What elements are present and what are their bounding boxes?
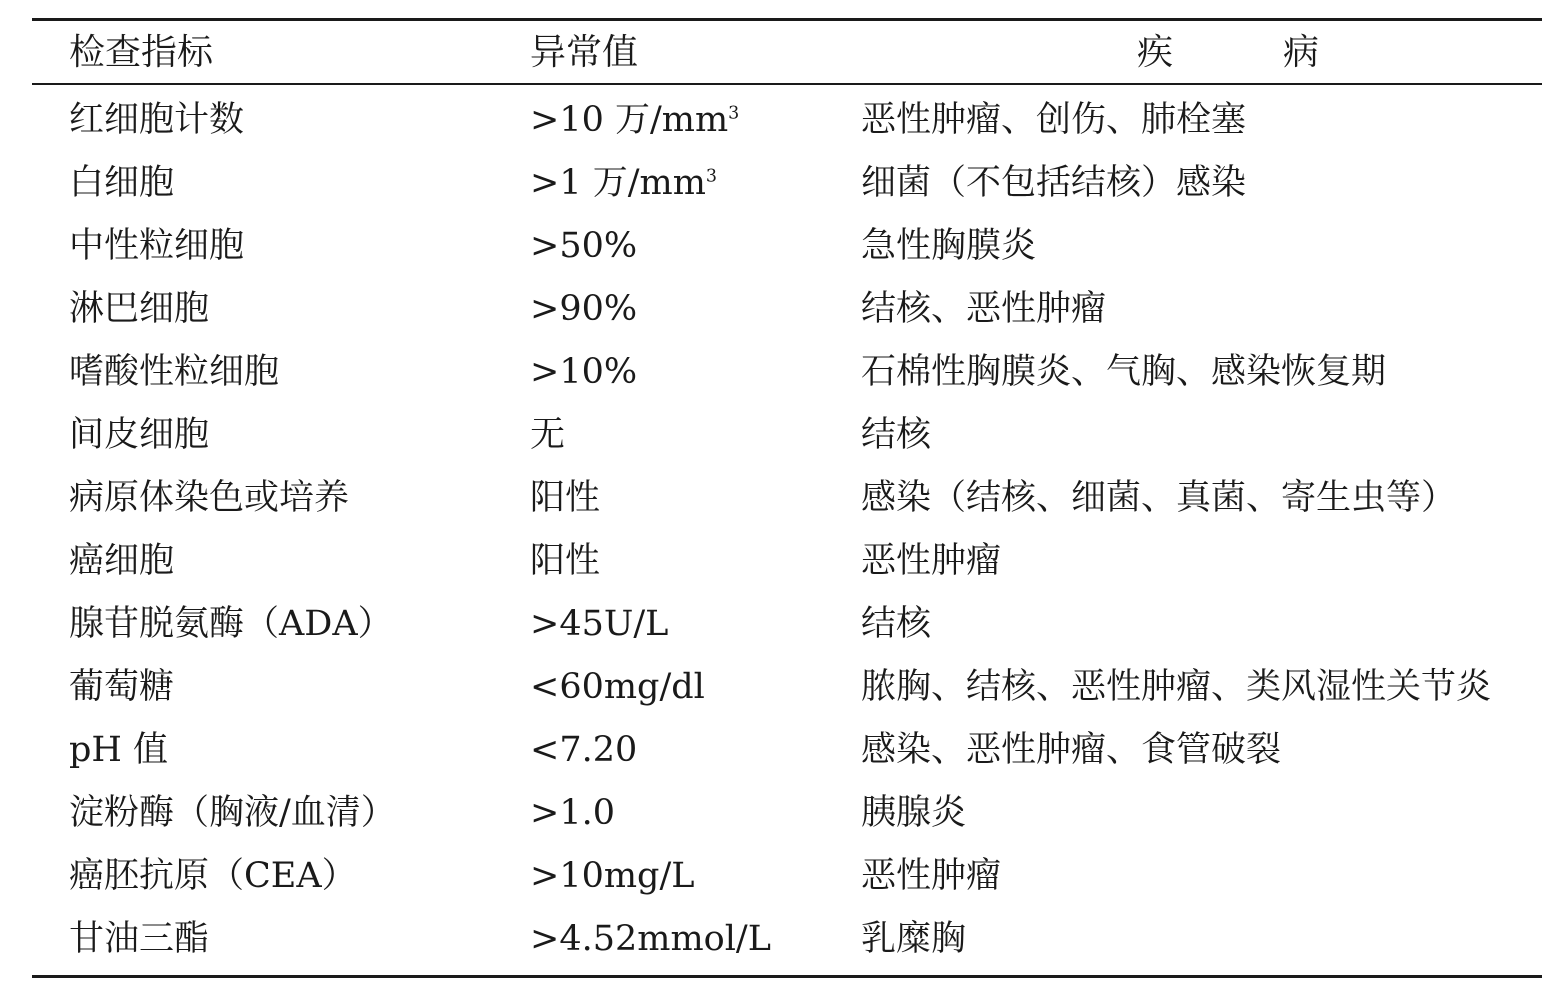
table-row <box>32 784 1542 847</box>
cell-disease: 胰腺炎 <box>861 793 967 833</box>
cell-abnormal-value <box>530 727 637 773</box>
cell-indicator: pH 值 <box>69 730 169 770</box>
cell-indicator: 白细胞 <box>69 163 175 203</box>
abnormal-value-text: >10% <box>530 352 638 392</box>
cell-indicator: 腺苷脱氨酶（ADA） <box>69 604 393 644</box>
abnormal-value-text: >10 万/mm <box>530 100 729 140</box>
table-header <box>32 21 1542 83</box>
cell-indicator: 癌胚抗原（CEA） <box>69 856 357 896</box>
cell-indicator: 葡萄糖 <box>69 667 175 707</box>
abnormal-value-text: >1 万/mm <box>530 163 706 203</box>
cell-indicator: 淀粉酶（胸液/血清） <box>69 793 396 833</box>
cell-abnormal-value <box>530 349 637 395</box>
table-row <box>32 280 1542 343</box>
cell-disease: 急性胸膜炎 <box>861 226 1037 266</box>
cell-indicator: 间皮细胞 <box>69 415 210 455</box>
cell-abnormal-value <box>530 223 637 269</box>
table-row <box>32 343 1542 406</box>
cell-abnormal-value <box>530 601 668 647</box>
cell-disease: 乳糜胸 <box>861 919 967 959</box>
cell-disease: 细菌（不包括结核）感染 <box>861 163 1247 203</box>
table-row <box>32 469 1542 532</box>
cell-disease: 感染、恶性肿瘤、食管破裂 <box>861 730 1282 770</box>
table-row <box>32 847 1542 910</box>
table-row <box>32 532 1542 595</box>
cell-indicator: 淋巴细胞 <box>69 289 210 329</box>
cell-disease: 感染（结核、细菌、真菌、寄生虫等） <box>861 478 1457 518</box>
cell-abnormal-value <box>530 790 615 836</box>
cell-disease: 恶性肿瘤 <box>861 856 1002 896</box>
abnormal-value-exponent: 3 <box>705 166 718 187</box>
cell-indicator: 红细胞计数 <box>69 100 245 140</box>
abnormal-value-text: <60mg/dl <box>530 667 705 707</box>
abnormal-value-text: >50% <box>530 226 638 266</box>
cell-disease: 结核 <box>861 604 932 644</box>
cell-indicator: 中性粒细胞 <box>69 226 245 266</box>
cell-disease: 恶性肿瘤、创伤、肺栓塞 <box>861 100 1247 140</box>
abnormal-value-text: <7.20 <box>530 730 638 770</box>
table-row <box>32 595 1542 658</box>
cell-disease: 结核、恶性肿瘤 <box>861 289 1107 329</box>
cell-abnormal-value <box>530 475 600 521</box>
abnormal-value-text: >45U/L <box>530 604 669 644</box>
cell-abnormal-value <box>530 97 739 143</box>
abnormal-value-text: 无 <box>530 415 566 455</box>
table-body <box>32 85 1542 975</box>
table-row <box>32 910 1542 973</box>
cell-abnormal-value <box>530 160 717 206</box>
table-row <box>32 721 1542 784</box>
cell-abnormal-value <box>530 538 600 584</box>
cell-disease: 恶性肿瘤 <box>861 541 1002 581</box>
cell-abnormal-value <box>530 412 565 458</box>
header-disease: 疾病 <box>1137 32 1430 73</box>
abnormal-value-text: >4.52mmol/L <box>530 919 771 959</box>
abnormal-value-exponent: 3 <box>728 103 740 124</box>
cell-indicator: 甘油三酯 <box>69 919 210 959</box>
table-bottom-rule <box>32 975 1542 978</box>
abnormal-value-text: >10mg/L <box>530 856 695 896</box>
cell-indicator: 癌细胞 <box>69 541 175 581</box>
cell-abnormal-value <box>530 286 637 332</box>
cell-abnormal-value <box>530 664 705 710</box>
table-row <box>32 91 1542 154</box>
cell-disease: 脓胸、结核、恶性肿瘤、类风湿性关节炎 <box>861 667 1492 707</box>
abnormal-value-text: 阳性 <box>530 541 601 581</box>
table-row <box>32 217 1542 280</box>
data-table <box>32 18 1542 978</box>
table-row <box>32 154 1542 217</box>
header-abnormal-value: 异常值 <box>530 32 639 73</box>
cell-disease: 石棉性胸膜炎、气胸、感染恢复期 <box>861 352 1387 392</box>
cell-indicator: 病原体染色或培养 <box>69 478 350 518</box>
cell-disease: 结核 <box>861 415 932 455</box>
table-row <box>32 658 1542 721</box>
abnormal-value-text: 阳性 <box>530 478 601 518</box>
cell-abnormal-value <box>530 853 695 899</box>
table-row <box>32 406 1542 469</box>
abnormal-value-text: >1.0 <box>530 793 615 833</box>
cell-indicator: 嗜酸性粒细胞 <box>69 352 280 392</box>
cell-abnormal-value <box>530 916 771 962</box>
abnormal-value-text: >90% <box>530 289 638 329</box>
header-indicator: 检查指标 <box>69 32 214 73</box>
